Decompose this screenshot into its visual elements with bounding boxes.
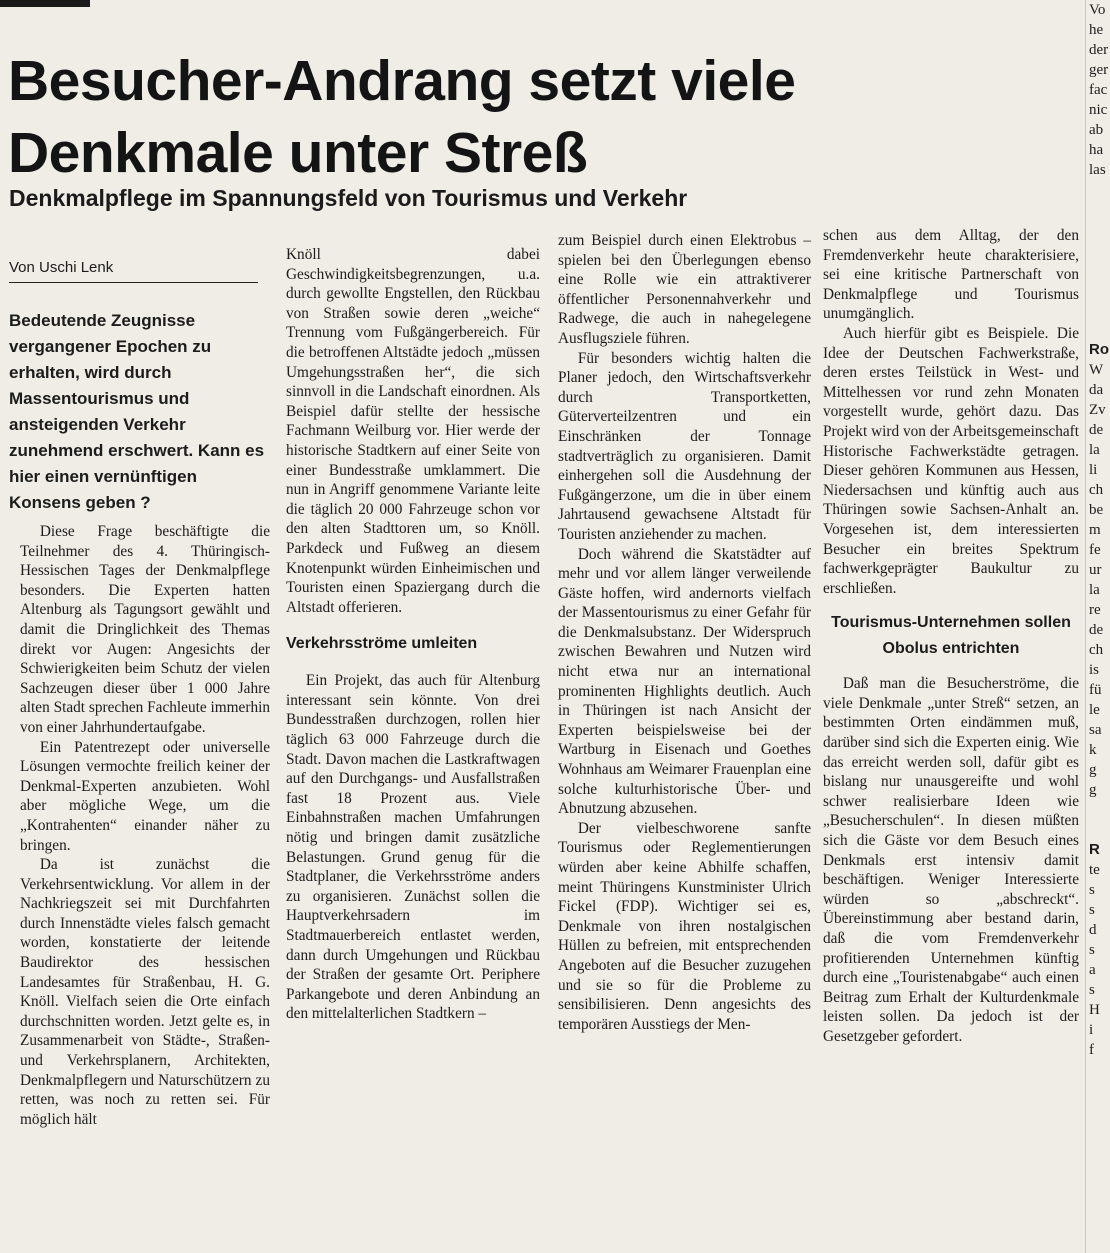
fragment-line: da <box>1089 382 1104 398</box>
paragraph: Auch hierfür gibt es Beispiele. Die Idee der Deutschen Fachwerkstraße, deren erstes Teilstück in West- und Mittelhessen vor rund zehn Monaten vorgestellt wurde, gehört dazu. Das Projekt wird von der Arbeitsgemeinschaft Historische Fachwerkstädte getragen. Dieser gehören Kommunen aus Hessen, Niedersachsen und künftig auch aus Thüringen sowie Sachsen-Anhalt an. Vorgesehen ist, dem interessierten Besucher ein breites Spektrum fachwerkgeprägter Baukultur zu erschließen. <box>823 324 1079 597</box>
fragment-line: k <box>1089 742 1097 758</box>
paragraph: Diese Frage beschäftigte die Teilnehmer des 4. Thüringisch-Hessischen Tages der Denkmalpflege besonders. Die Experten hatten Altenburg als Tagungsort gewählt und damit die Dringlichkeit des Themas direkt vor Augen: Angesichts der Schwierigkeiten beim Schutz der vielen Sachzeugen dieser über 1 000 Jahre alten Stadt sprechen Fachleute immerhin von einer Jahrhundertaufgabe. <box>20 523 270 736</box>
paragraph: Ein Projekt, das auch für Altenburg interessant sein könnte. Von drei Bundesstraßen durchzogen, rollen hier täglich 63 000 Fahrzeuge durch die Stadt. Davon machen die Lastkraftwagen auf den Durchgangs- und Ausfallstraßen fast 18 Prozent aus. Viele Einbahnstraßen machen Umfahrungen nötig und bringen damit zusätzliche Belastungen. Grund genug für die Stadtplaner, die Verkehrsströme anders zu organisieren. Zunächst sollen die Hauptverkehrsadern im Stadtmauerbereich entlastet werden, dann durch Umgehungen und Rückbau der Straßen der gesamte Ort. Periphere Parkangebote und deren Anbindung an den mittelalterlichen Stadtkern – <box>286 672 540 1023</box>
fragment-line: ch <box>1089 482 1104 498</box>
section-heading: Verkehrsströme umleiten <box>286 635 478 653</box>
fragment-line: s <box>1089 902 1095 918</box>
fragment-line: W <box>1089 362 1104 378</box>
fragment-line: d <box>1089 922 1097 938</box>
byline: Von Uschi Lenk <box>9 258 258 283</box>
fragment-line: la <box>1089 442 1100 458</box>
fragment-line: der <box>1089 42 1109 58</box>
paragraph: Knöll dabei Geschwindigkeitsbegrenzungen, u.a. durch gewollte Engstellen, den Rückbau von Straßen sowie deren „weiche“ Trennung vom Fußgängerbereich. Für die betroffenen Altstädte jedoch „müssen Umgehungsstraßen her“, die sich sinnvoll in die Landschaft einordnen. Als Beispiel dafür stellte der hessische Fachmann Weilburg vor. Hier werde der historische Stadtkern auf einer Seite von einer Bundesstraße umklammert. Die nun in Angriff genommene Variante leite die täglich 20 000 Fahrzeuge schon vor den alten Stadttoren um, so Knöll. Parkdeck und Fußweg an diesem Knotenpunkt würden Einheimischen und Touristen einen Spaziergang durch die Altstadt offerieren. <box>286 246 540 616</box>
fragment-line: ur <box>1089 562 1102 578</box>
column-3 <box>558 231 811 1034</box>
fragment-line: is <box>1089 662 1100 678</box>
fragment-line: te <box>1089 862 1100 878</box>
top-rule <box>0 0 90 7</box>
fragment-line: Vo <box>1089 2 1106 18</box>
fragment-line: de <box>1089 622 1104 638</box>
column-divider <box>1085 0 1086 1253</box>
fragment-line: ch <box>1089 642 1104 658</box>
fragment-line: he <box>1089 22 1104 38</box>
paragraph: Doch während die Skatstädter auf mehr und vor allem länger verweilende Gäste hoffen, wird andernorts vielfach der Massentourismus zu einer Gefahr für die Denkmalsubstanz. Der Widerspruch zwischen Bewahren und Nutzen wird nicht etwa nur an international prominenten Highlights deutlich. Auch in Thüringen ist nach Ansicht der Experten beispielsweise bei der Wartburg in Eisenach und Goethes Wohnhaus am Weimarer Frauenplan eine solche kulturhistorische Über- und Abnutzung abzusehen. <box>558 545 811 818</box>
fragment-line: s <box>1089 982 1095 998</box>
fragment-line: s <box>1089 942 1095 958</box>
paragraph: Der vielbeschworene sanfte Tourismus oder Reglementierungen würden aber keine Abhilfe schaffen, meint Thüringens Kunstminister Ulrich Fickel (FDP). Wichtiger sei es, Denkmale von ihren nostalgischen Hüllen zu befreien, mit entsprechenden Angeboten auf die Besucher zuzugehen und sie so für die Probleme zu sensibilisieren. Denn angesichts des temporären Ausstiegs der Men- <box>558 819 811 1033</box>
fragment-heading: R <box>1089 841 1100 858</box>
headline: Besucher-Andrang setzt viele Denkmale unter Streß <box>8 49 796 185</box>
fragment-line: f <box>1089 1042 1094 1058</box>
paragraph: zum Beispiel durch einen Elektrobus – spielen bei den Überlegungen ebenso eine Rolle wie ein attraktiverer öffentlicher Personennahverkehr und Radwege, die auch in nahegelegene Ausflugsziele führen. <box>558 232 811 347</box>
paragraph: schen aus dem Alltag, der den Fremdenverkehr heute charakterisiere, sei eine kritische Partnerschaft von Denkmalpflege und Tourismus unumgänglich. <box>823 227 1079 323</box>
fragment-line: s <box>1089 882 1095 898</box>
fragment-heading: Ro <box>1089 341 1109 358</box>
column-2 <box>286 245 540 1024</box>
section-heading: Tourismus-Unternehmen sollen Obolus entrichten <box>831 614 1071 658</box>
fragment-line: H <box>1089 1002 1100 1018</box>
paragraph: Ein Patentrezept oder universelle Lösungen vermochte freilich keiner der Denkmal-Experten anzubieten. Wohl aber mögliche Wege, um die „Kontrahenten“ einander näher zu bringen. <box>20 738 270 854</box>
fragment-line: g <box>1089 782 1097 798</box>
fragment-line: Zv <box>1089 402 1106 418</box>
fragment-line: i <box>1089 1022 1094 1038</box>
fragment-line: fe <box>1089 542 1101 558</box>
fragment-line: fac <box>1089 82 1108 98</box>
fragment-line: le <box>1089 702 1100 718</box>
fragment-line: be <box>1089 502 1104 518</box>
spacer <box>1089 180 1110 340</box>
fragment-line: re <box>1089 602 1101 618</box>
fragment-line: li <box>1089 462 1098 478</box>
fragment-line: sa <box>1089 722 1102 738</box>
spacer <box>1089 800 1110 840</box>
fragment-line: g <box>1089 762 1097 778</box>
paragraph: Für besonders wichtig halten die Planer jedoch, den Wirtschaftsverkehr durch Transportketten, Güterverteilzentren und ein Einschränken der Tonnage stadtverträglich zu organisieren. Damit einhergehen soll die Ausdehnung der Fußgängerzone, um die in über einem Jahrtausend gewachsene Altstadt für Touristen anziehender zu machen. <box>558 349 811 543</box>
fragment-line: de <box>1089 422 1104 438</box>
fragment-line: ger <box>1089 62 1109 78</box>
paragraph: Da ist zunächst die Verkehrsentwicklung. Vor allem in der Nachkriegszeit sei mit Durchfahrten durch Innenstädte vieles falsch gemacht worden, konstatierte der leitende Baudirektor des hessischen Landesamtes für Straßenbau, H. G. Knöll. Vielfach seien die Orte einfach durchschnitten worden. Jetzt gelte es, in Zusammenarbeit von Städte-, Straßen- und Verkehrsplanern, Architekten, Denkmalpflegern und Naturschützern zu retten, was noch zu retten sei. Für möglich hält <box>20 856 270 1128</box>
lead-paragraph: Bedeutende Zeugnisse vergangener Epochen zu erhalten, wird durch Massentourismus und ansteigenden Verkehr zunehmend erschwert. Kann es hier einen vernünftigen Konsens geben ? <box>9 311 265 512</box>
subheadline: Denkmalpflege im Spannungsfeld von Tourismus und Verkehr <box>9 185 688 211</box>
fragment-line: la <box>1089 582 1100 598</box>
column-1 <box>20 522 270 1129</box>
fragment-line: nic <box>1089 102 1108 118</box>
column-4 <box>823 226 1079 1047</box>
adjacent-article-fragment <box>1089 0 1110 1060</box>
fragment-line: fü <box>1089 682 1102 698</box>
fragment-line: ab <box>1089 122 1104 138</box>
fragment-line: a <box>1089 962 1096 978</box>
paragraph: Daß man die Besucherströme, die viele Denkmale „unter Streß“ setzen, an bestimmten Orten eindämmen muß, darüber sind sich die Experten einig. Wie das erreicht werden soll, dafür gibt es bislang nur unausgereifte und wohl schwer realisierbare Ideen wie „Besucherschulen“. In diesen müßten sich die Gäste vor dem Besuch eines Denkmals erst intensiv damit beschäftigen. Weniger Interessierte würden so „abschreckt“. Übereinstimmung aber bestand darin, daß die vom Fremdenverkehr profitierenden Unternehmen künftig durch eine „Touristenabgabe“ auch einen Beitrag zum Erhalt der Kulturdenkmale leisten sollen. Da jedoch ist der Gesetzgeber gefordert. <box>823 675 1079 1045</box>
fragment-line: m <box>1089 522 1101 538</box>
fragment-line: las <box>1089 162 1106 178</box>
fragment-line: ha <box>1089 142 1104 158</box>
